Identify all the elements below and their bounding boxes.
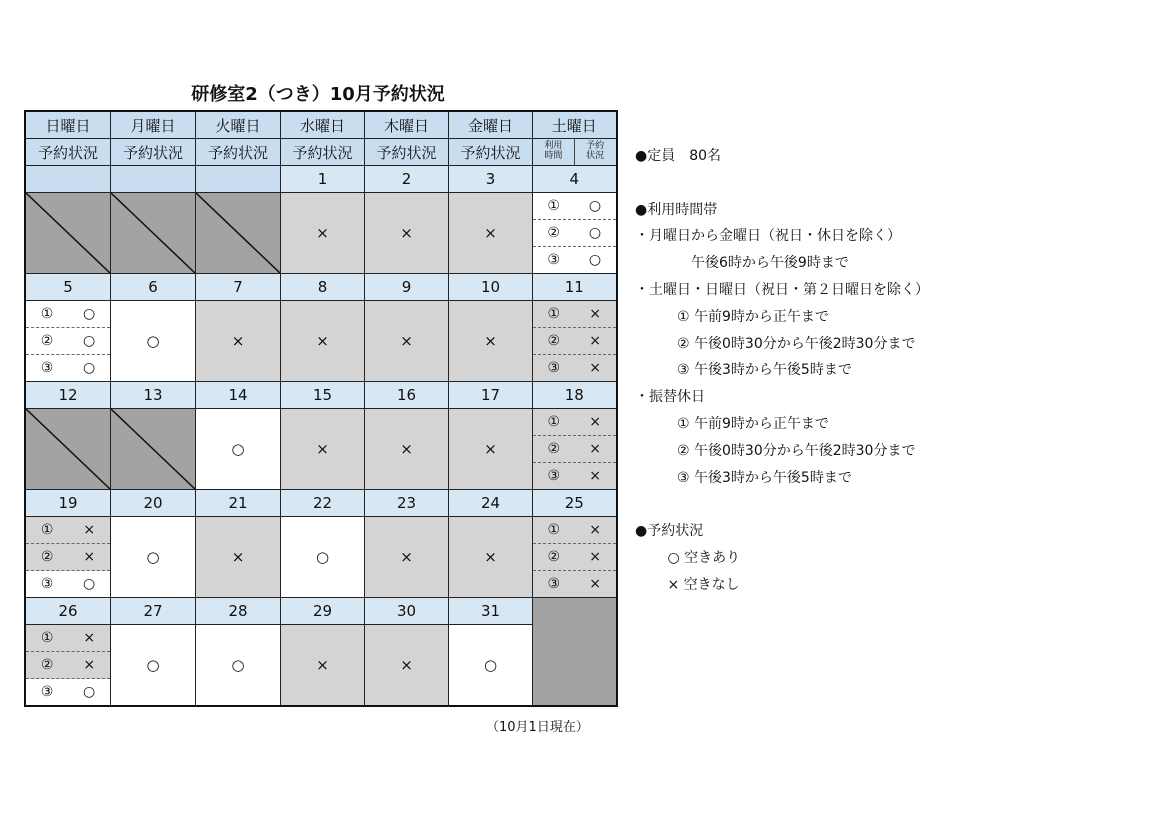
date-cell: 12 — [25, 382, 111, 409]
slot-status: × — [589, 522, 601, 538]
slot-number: ③ — [547, 576, 561, 592]
info-line: ・月曜日から金曜日（祝日・休日を除く） — [635, 228, 901, 245]
info-panel — [635, 143, 929, 599]
slot-number: ③ — [40, 576, 54, 592]
available-cell: ○ — [111, 517, 196, 598]
weekday-header: 月曜日 — [111, 111, 196, 139]
slot-number: ② — [547, 225, 560, 241]
subheader-status-label: 予約 状況 — [574, 139, 616, 165]
date-cell: 21 — [196, 490, 281, 517]
time-slot-cell — [533, 409, 617, 490]
time-slot — [26, 571, 110, 597]
info-line: 午後6時から午後9時まで — [635, 255, 849, 272]
info-line — [635, 170, 929, 197]
status-row — [25, 193, 617, 274]
time-slot — [26, 328, 110, 355]
slot-number: ① — [547, 306, 561, 322]
time-slot — [26, 301, 110, 328]
date-cell: 19 — [25, 490, 111, 517]
date-row — [25, 598, 617, 625]
unavailable-cell — [196, 193, 281, 274]
slot-status: × — [589, 333, 601, 349]
slot-number: ③ — [40, 360, 54, 376]
date-cell: 7 — [196, 274, 281, 301]
time-slot — [26, 544, 110, 571]
full-cell: × — [365, 625, 449, 707]
info-line: ② 午後0時30分から午後2時30分まで — [635, 335, 916, 352]
info-line: ① 午前9時から正午まで — [635, 308, 829, 325]
diagonal-line — [111, 409, 195, 489]
info-line: ●定員 80名 — [635, 148, 722, 164]
time-slot — [533, 571, 616, 597]
date-row — [25, 166, 617, 193]
info-line: ・土曜日・日曜日（祝日・第２日曜日を除く） — [635, 281, 929, 298]
info-line: × 空きなし — [635, 576, 740, 593]
date-cell: 20 — [111, 490, 196, 517]
full-cell: × — [449, 193, 533, 274]
date-cell: 30 — [365, 598, 449, 625]
time-slot-list — [533, 193, 616, 273]
full-cell: × — [449, 409, 533, 490]
time-slot — [533, 463, 616, 489]
time-slot-list — [26, 517, 110, 597]
slot-number: ① — [547, 414, 561, 430]
time-slot — [533, 301, 616, 328]
time-slot — [533, 220, 616, 247]
slot-status: × — [589, 306, 601, 322]
slot-number: ① — [40, 630, 54, 646]
date-cell: 29 — [281, 598, 365, 625]
date-cell — [111, 166, 196, 193]
diagonal-line — [111, 193, 195, 273]
slot-status: × — [589, 441, 601, 457]
weekday-header: 水曜日 — [281, 111, 365, 139]
available-cell: ○ — [449, 625, 533, 707]
unavailable-cell — [25, 409, 111, 490]
time-slot — [533, 328, 616, 355]
slot-number: ② — [547, 333, 561, 349]
time-slot — [26, 652, 110, 679]
slot-status: × — [83, 630, 96, 646]
full-cell: × — [281, 409, 365, 490]
time-slot-list — [26, 625, 110, 705]
time-slot — [533, 247, 616, 273]
reservation-calendar — [24, 110, 618, 707]
time-slot — [26, 679, 110, 705]
diagonal-line — [26, 193, 110, 273]
slot-status: ○ — [82, 684, 96, 700]
slot-status: ○ — [82, 306, 96, 322]
date-row — [25, 382, 617, 409]
weekday-header: 木曜日 — [365, 111, 449, 139]
date-cell: 5 — [25, 274, 111, 301]
slot-status: × — [589, 414, 601, 430]
time-slot-list — [26, 301, 110, 381]
date-cell: 25 — [533, 490, 617, 517]
diagonal-line — [196, 193, 280, 273]
time-slot — [26, 355, 110, 381]
time-slot-cell — [25, 625, 111, 707]
info-line: ・振替休日 — [635, 389, 705, 406]
time-slot — [533, 409, 616, 436]
slot-status: × — [589, 576, 601, 592]
slot-number: ② — [40, 549, 54, 565]
date-cell: 13 — [111, 382, 196, 409]
slot-status: ○ — [82, 333, 96, 349]
unavailable-cell — [111, 409, 196, 490]
date-cell: 4 — [533, 166, 617, 193]
full-cell: × — [365, 517, 449, 598]
date-row — [25, 274, 617, 301]
slot-status: × — [83, 549, 96, 565]
slot-number: ③ — [40, 684, 54, 700]
slot-number: ① — [547, 198, 560, 214]
time-slot-cell — [533, 301, 617, 382]
page-title: 研修室2（つき）10月予約状況 — [191, 84, 445, 105]
full-cell: × — [281, 193, 365, 274]
full-cell: × — [196, 301, 281, 382]
slot-status: × — [589, 360, 601, 376]
full-cell: × — [281, 625, 365, 707]
slot-status: ○ — [588, 225, 602, 241]
time-slot — [533, 193, 616, 220]
slot-number: ① — [547, 522, 561, 538]
date-cell: 10 — [449, 274, 533, 301]
date-cell: 16 — [365, 382, 449, 409]
time-slot-cell — [25, 517, 111, 598]
date-cell: 11 — [533, 274, 617, 301]
subheader-cell: 予約状況 — [449, 139, 533, 166]
time-slot-cell — [533, 517, 617, 598]
available-cell: ○ — [196, 409, 281, 490]
time-slot-list — [533, 517, 616, 597]
unavailable-cell — [25, 193, 111, 274]
info-line: ○ 空きあり — [635, 549, 741, 566]
full-cell: × — [449, 517, 533, 598]
available-cell: ○ — [111, 301, 196, 382]
subheader-row — [25, 139, 617, 166]
date-cell: 9 — [365, 274, 449, 301]
slot-status: ○ — [82, 576, 96, 592]
slot-number: ③ — [547, 360, 561, 376]
info-line: ●利用時間帯 — [635, 201, 718, 218]
subheader-time-label: 利用 時間 — [544, 141, 563, 161]
subheader-cell: 予約状況 — [281, 139, 365, 166]
time-slot-list — [533, 301, 616, 381]
subheader-cell: 予約状況 — [111, 139, 196, 166]
info-line — [635, 491, 929, 518]
subheader-split — [533, 139, 616, 165]
slot-status: × — [589, 549, 601, 565]
time-slot — [533, 436, 616, 463]
date-cell — [533, 598, 617, 707]
weekday-header: 土曜日 — [533, 111, 617, 139]
date-cell: 15 — [281, 382, 365, 409]
date-cell: 3 — [449, 166, 533, 193]
slot-number: ② — [40, 657, 54, 673]
time-slot — [533, 544, 616, 571]
date-cell: 2 — [365, 166, 449, 193]
slot-status: × — [589, 468, 601, 484]
as-of-date: （10月1日現在） — [486, 720, 589, 735]
date-cell: 31 — [449, 598, 533, 625]
date-cell: 1 — [281, 166, 365, 193]
unavailable-cell — [111, 193, 196, 274]
time-slot — [26, 517, 110, 544]
slot-number: ② — [40, 333, 54, 349]
date-cell: 28 — [196, 598, 281, 625]
date-cell: 24 — [449, 490, 533, 517]
slot-status: × — [83, 657, 96, 673]
date-cell: 14 — [196, 382, 281, 409]
available-cell: ○ — [196, 625, 281, 707]
info-line: ② 午後0時30分から午後2時30分まで — [635, 442, 916, 459]
date-cell: 22 — [281, 490, 365, 517]
available-cell: ○ — [281, 517, 365, 598]
full-cell: × — [449, 301, 533, 382]
date-row — [25, 490, 617, 517]
time-slot-list — [533, 409, 616, 489]
time-slot-cell — [25, 301, 111, 382]
diagonal-line — [26, 409, 110, 489]
slot-number: ② — [547, 549, 561, 565]
subheader-cell — [533, 139, 617, 166]
slot-number: ① — [40, 306, 54, 322]
subheader-cell: 予約状況 — [365, 139, 449, 166]
full-cell: × — [365, 301, 449, 382]
weekday-header-row — [25, 111, 617, 139]
date-cell: 8 — [281, 274, 365, 301]
slot-number: ② — [547, 441, 561, 457]
available-cell: ○ — [111, 625, 196, 707]
weekday-header: 火曜日 — [196, 111, 281, 139]
full-cell: × — [196, 517, 281, 598]
time-slot — [26, 625, 110, 652]
date-cell: 18 — [533, 382, 617, 409]
slot-number: ③ — [547, 252, 560, 268]
weekday-header: 金曜日 — [449, 111, 533, 139]
status-row — [25, 625, 617, 707]
slot-number: ③ — [547, 468, 561, 484]
slot-status: ○ — [588, 252, 602, 268]
weekday-header: 日曜日 — [25, 111, 111, 139]
info-line: ① 午前9時から正午まで — [635, 415, 829, 432]
time-slot — [533, 355, 616, 381]
full-cell: × — [281, 301, 365, 382]
info-line: ●予約状況 — [635, 523, 704, 540]
date-cell: 26 — [25, 598, 111, 625]
slot-status: × — [83, 522, 96, 538]
full-cell: × — [365, 193, 449, 274]
date-cell — [25, 166, 111, 193]
slot-status: ○ — [82, 360, 96, 376]
status-row — [25, 409, 617, 490]
date-cell: 27 — [111, 598, 196, 625]
date-cell: 17 — [449, 382, 533, 409]
date-cell: 6 — [111, 274, 196, 301]
status-row — [25, 517, 617, 598]
subheader-cell: 予約状況 — [196, 139, 281, 166]
time-slot — [533, 517, 616, 544]
full-cell: × — [365, 409, 449, 490]
info-line: ③ 午後3時から午後5時まで — [635, 362, 852, 379]
status-row — [25, 301, 617, 382]
slot-number: ① — [40, 522, 54, 538]
info-line: ③ 午後3時から午後5時まで — [635, 469, 852, 486]
slot-status: ○ — [588, 198, 602, 214]
time-slot-cell — [533, 193, 617, 274]
subheader-cell: 予約状況 — [25, 139, 111, 166]
date-cell — [196, 166, 281, 193]
date-cell: 23 — [365, 490, 449, 517]
